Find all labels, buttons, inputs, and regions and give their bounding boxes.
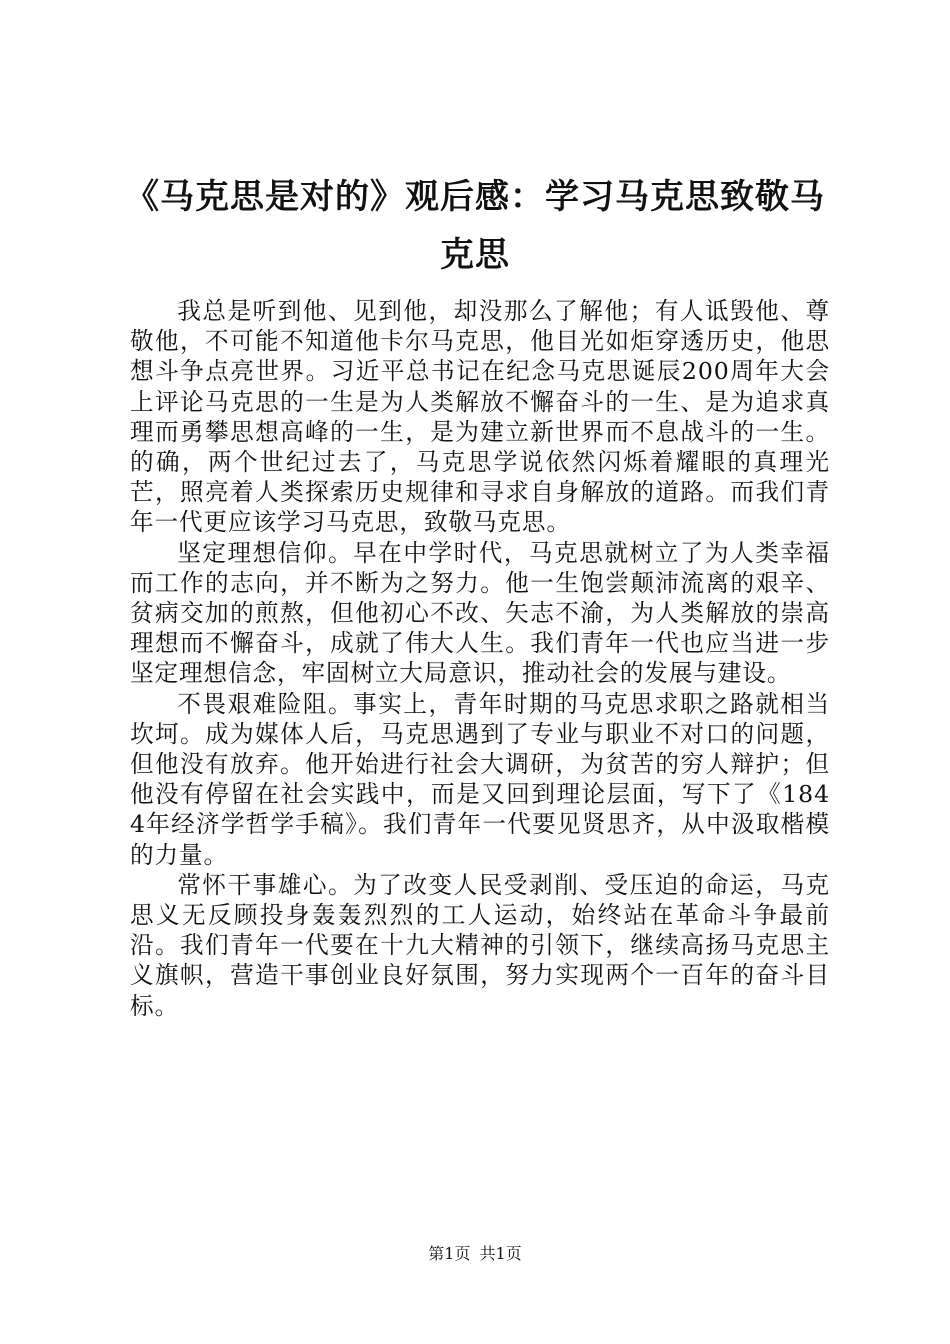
document-body — [130, 296, 830, 1021]
paragraph-hardship: 不畏艰难险阻。事实上，青年时期的马克思求职之路就相当坎坷。成为媒体人后，马克思遇到了专业与职业不对口的问题，但他没有放弃。他开始进行社会大调研，为贫苦的穷人辩护；但他没有停留在社会实践中，而是又回到理论层面，写下了《1844年经济学哲学手稿》。我们青年一代要见贤思齐，从中汲取楷模的力量。 — [130, 689, 830, 869]
paragraph-ambition: 常怀干事雄心。为了改变人民受剥削、受压迫的命运，马克思义无反顾投身轰轰烈烈的工人运动，始终站在革命斗争最前沿。我们青年一代要在十九大精神的引领下，继续高扬马克思主义旗帜，营造干事创业良好氛围，努力实现两个一百年的奋斗目标。 — [130, 870, 830, 1020]
page-number: 第1页 — [428, 1244, 471, 1263]
paragraph-ideals: 坚定理想信仰。早在中学时代，马克思就树立了为人类幸福而工作的志向，并不断为之努力。他一生饱尝颠沛流离的艰辛、贫病交加的煎熬，但他初心不改、矢志不渝，为人类解放的崇高理想而不懈奋斗，成就了伟大人生。我们青年一代也应当进一步坚定理想信念，牢固树立大局意识，推动社会的发展与建设。 — [130, 538, 830, 688]
page-total: 共1页 — [479, 1244, 522, 1263]
document-title: 《马克思是对的》观后感：学习马克思致敬马克思 — [125, 177, 825, 275]
page-footer — [0, 1244, 950, 1264]
paragraph-intro: 我总是听到他、见到他，却没那么了解他；有人诋毁他、尊敬他，不可能不知道他卡尔马克思，他目光如炬穿透历史，他思想斗争点亮世界。习近平总书记在纪念马克思诞辰200周年大会上评论马克思的一生是为人类解放不懈奋斗的一生、是为追求真理而勇攀思想高峰的一生，是为建立新世界而不息战斗的一生。的确，两个世纪过去了，马克思学说依然闪烁着耀眼的真理光芒，照亮着人类探索历史规律和寻求自身解放的道路。而我们青年一代更应该学习马克思，致敬马克思。 — [130, 297, 830, 537]
